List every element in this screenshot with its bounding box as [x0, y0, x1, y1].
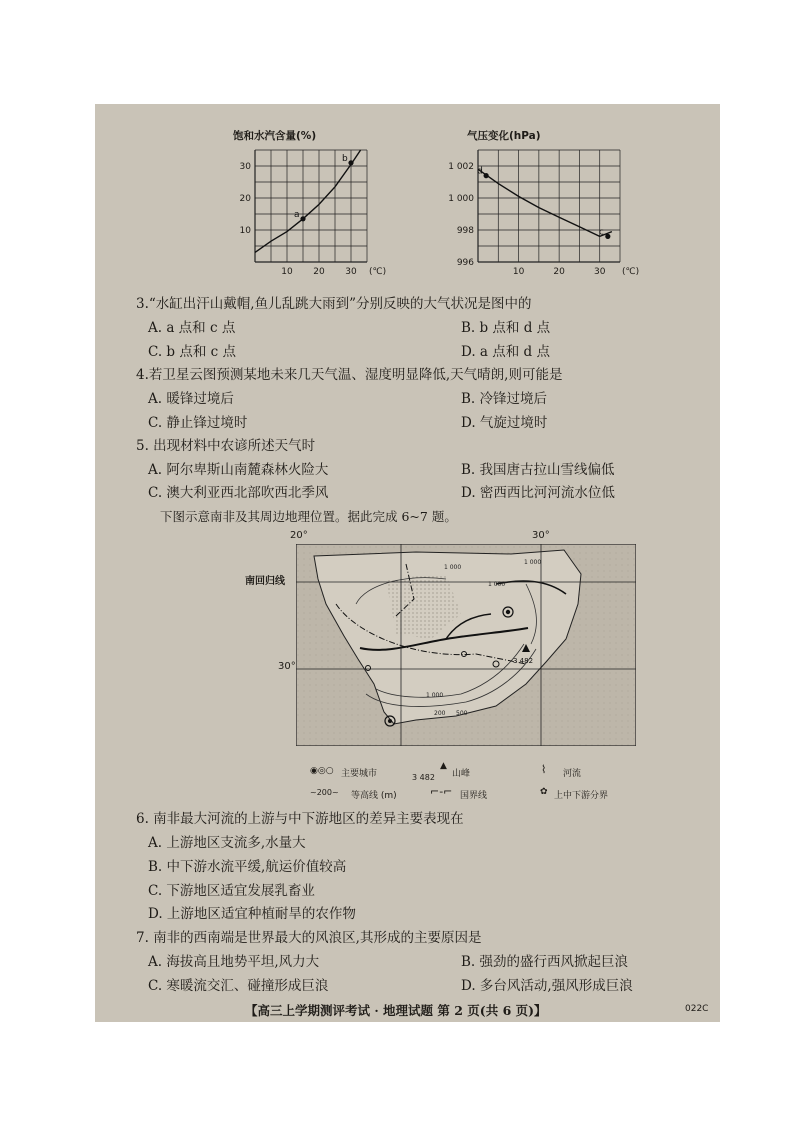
chart-pressure: [440, 142, 650, 282]
q3-option-a[interactable]: A. a 点和 c 点: [148, 320, 236, 336]
q4-option-b[interactable]: B. 冷锋过境后: [461, 391, 548, 407]
contour-label: 200: [434, 710, 446, 717]
data-point-b: [348, 160, 353, 165]
legend-border: 国界线: [460, 791, 488, 801]
q5-option-b[interactable]: B. 我国唐古拉山雪线偏低: [461, 462, 615, 478]
q4-option-d[interactable]: D. 气旋过境时: [461, 415, 548, 431]
tropic-label: 南回归线: [245, 576, 285, 587]
q7-option-d[interactable]: D. 多台风活动,强风形成巨浪: [461, 978, 633, 994]
q5-option-c[interactable]: C. 澳大利亚西北部吹西北季风: [148, 485, 329, 501]
contour-label: 1 000: [426, 692, 444, 699]
exam-page: [95, 104, 720, 1022]
y-tick-label: 10: [239, 226, 251, 236]
legend-city-icon: ◉◎○: [310, 766, 334, 776]
q7-stem: 7. 南非的西南端是世界最大的风浪区,其形成的主要原因是: [136, 930, 482, 946]
x-tick-label: 30: [345, 267, 357, 277]
legend-river-icon: ⌇: [541, 763, 547, 776]
contour-label: 500: [456, 710, 468, 717]
q7-option-a[interactable]: A. 海拔高且地势平坦,风力大: [148, 954, 320, 970]
q3-option-d[interactable]: D. a 点和 d 点: [461, 344, 550, 360]
lat-label-30: 30°: [278, 661, 296, 672]
q5-option-d[interactable]: D. 密西西比河河流水位低: [461, 485, 615, 501]
chart-saturation-vapour: [225, 142, 395, 282]
data-point-d: [484, 173, 489, 178]
lon-label-30: 30°: [532, 530, 550, 541]
legend-peak-elev: 3 482: [412, 773, 435, 782]
q4-stem: 4.若卫星云图预测某地未来几天气温、湿度明显降低,天气晴朗,则可能是: [136, 367, 563, 383]
x-tick-label: 20: [313, 267, 325, 277]
q3-option-c[interactable]: C. b 点和 c 点: [148, 344, 237, 360]
page-footer: 【高三上学期测评考试 · 地理试题 第 2 页(共 6 页)】: [245, 1003, 547, 1018]
q3-option-b[interactable]: B. b 点和 d 点: [461, 320, 551, 336]
q5-option-a[interactable]: A. 阿尔卑斯山南麓森林火险大: [148, 462, 329, 478]
q7-option-b[interactable]: B. 强劲的盛行西风掀起巨浪: [461, 954, 629, 970]
data-point-a: [300, 216, 305, 221]
city-major: [388, 719, 392, 723]
chart1-title: 饱和水汽含量(%): [233, 130, 317, 142]
x-axis-label: (℃): [622, 267, 640, 277]
q4-option-a[interactable]: A. 暖锋过境后: [148, 391, 234, 407]
q7-option-c[interactable]: C. 寒暖流交汇、碰撞形成巨浪: [148, 978, 329, 994]
legend-peak-icon: ▲: [440, 761, 447, 771]
legend-contour-sample: ~200~: [310, 788, 339, 797]
data-point-label: d: [477, 166, 483, 177]
legend-division-icon: ✿: [540, 787, 548, 797]
data-point-label: a: [294, 209, 300, 220]
contour-label: 1 000: [444, 564, 462, 571]
x-tick-label: 30: [593, 267, 606, 277]
map-intro: 下图示意南非及其周边地理位置。据此完成 6~7 题。: [160, 509, 457, 524]
q6-option-d[interactable]: D. 上游地区适宜种植耐旱的农作物: [148, 906, 356, 922]
legend-peak: 山峰: [452, 769, 471, 779]
y-tick-label: 998: [456, 226, 474, 236]
legend-city: 主要城市: [341, 769, 378, 779]
contour-label: 1 000: [488, 581, 506, 588]
q6-option-b[interactable]: B. 中下游水流平缓,航运价值较高: [148, 859, 347, 875]
data-point-c: [605, 234, 610, 239]
y-tick-label: 1 002: [448, 162, 474, 172]
contour-label: 1 000: [524, 559, 542, 566]
q5-stem: 5. 出现材料中农谚所述天气时: [136, 438, 316, 454]
y-tick-label: 1 000: [448, 194, 474, 204]
legend-division: 上中下游分界: [554, 791, 609, 801]
x-tick-label: 10: [281, 267, 293, 277]
y-tick-label: 30: [239, 162, 251, 172]
x-axis-label: (℃): [369, 267, 387, 277]
city-major: [506, 610, 510, 614]
chart2-title: 气压变化(hPa): [467, 130, 541, 142]
x-tick-label: 10: [512, 267, 525, 277]
legend-border-icon: ⌐‐⌐: [430, 785, 453, 798]
x-tick-label: 20: [553, 267, 565, 277]
lon-label-20: 20°: [290, 530, 308, 541]
south-africa-map: [296, 544, 636, 746]
legend-river: 河流: [563, 769, 582, 779]
q4-option-c[interactable]: C. 静止锋过境时: [148, 415, 248, 431]
legend-contour-value: 200: [316, 788, 332, 797]
q6-stem: 6. 南非最大河流的上游与中下游地区的差异主要表现在: [136, 811, 464, 827]
q6-option-c[interactable]: C. 下游地区适宜发展乳畜业: [148, 883, 315, 899]
q3-stem: 3.“水缸出汗山戴帽,鱼儿乱跳大雨到”分别反映的大气状况是图中的: [136, 296, 532, 312]
peak-label: 3 482: [513, 657, 534, 665]
data-point-label: b: [342, 153, 348, 164]
page-code: 022C: [685, 1004, 709, 1014]
legend-contour: 等高线 (m): [351, 791, 397, 801]
y-tick-label: 996: [456, 258, 474, 268]
data-point-label: c: [598, 227, 604, 238]
q6-option-a[interactable]: A. 上游地区支流多,水量大: [148, 835, 306, 851]
y-tick-label: 20: [239, 194, 251, 204]
